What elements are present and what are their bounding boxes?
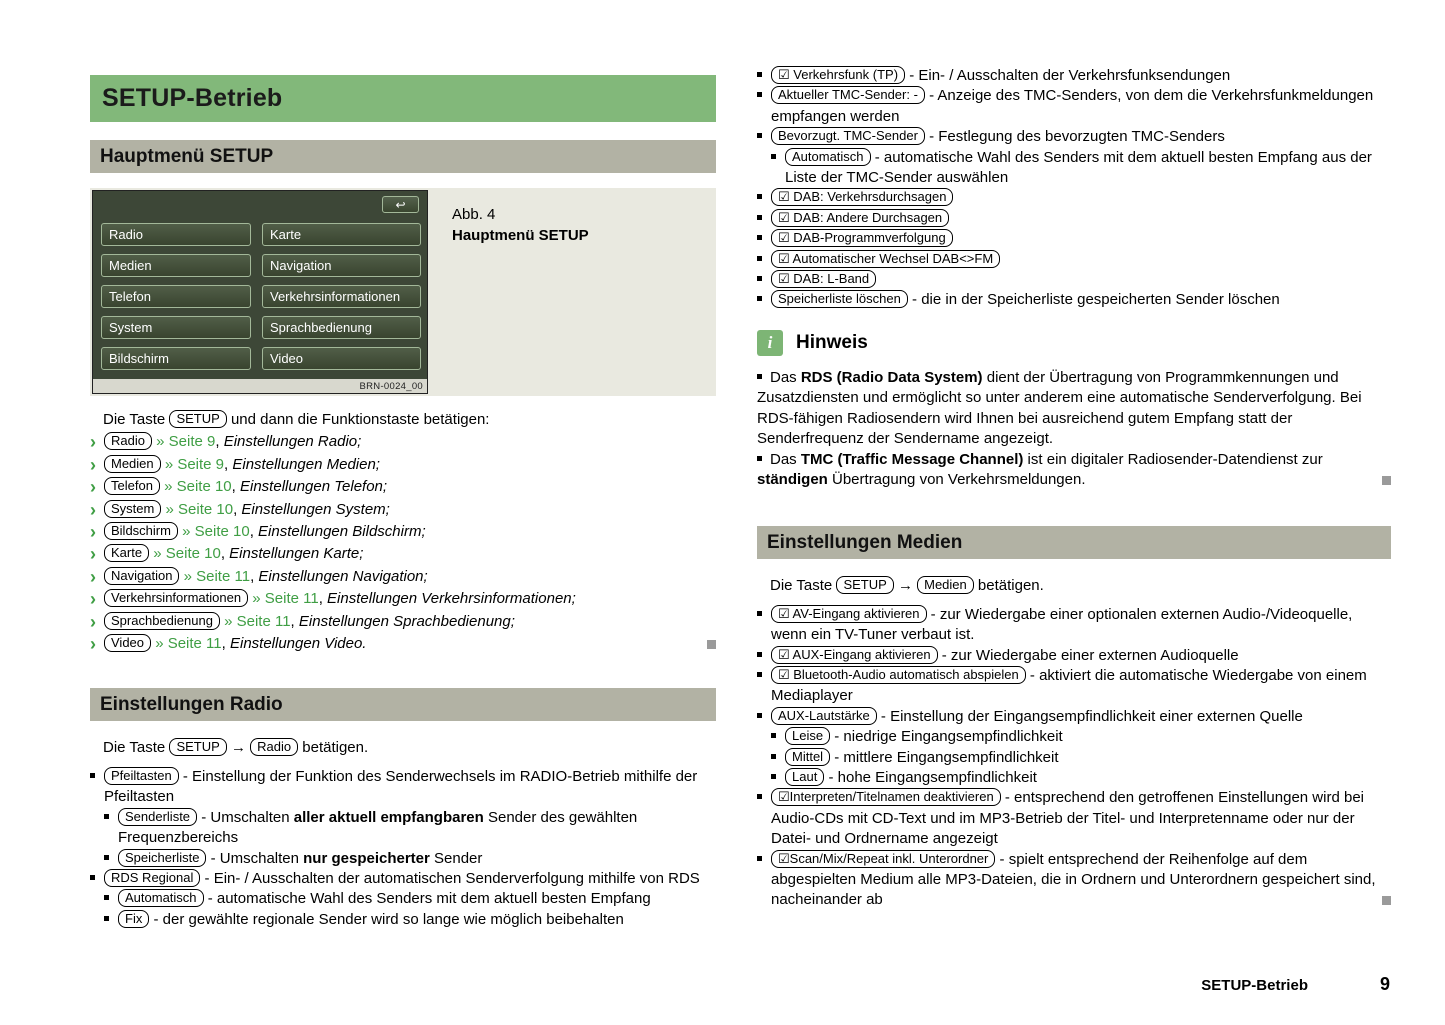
keycap-button: SETUP — [836, 576, 893, 594]
page-link[interactable]: » Seite 9 — [164, 455, 225, 473]
section-end-marker — [707, 640, 716, 649]
text-run: , — [249, 523, 259, 541]
chevron-icon — [90, 544, 104, 566]
list-item — [757, 605, 1391, 646]
list-item-text — [104, 500, 716, 520]
keycap-button: Speicherliste — [118, 849, 206, 867]
list-item-text — [771, 666, 1391, 707]
list-item-text — [757, 369, 1362, 447]
bullet-icon — [757, 270, 771, 290]
infotainment-screenshot — [92, 190, 428, 394]
list-item — [757, 127, 1391, 147]
screen-button-verkehrsinformationen: Verkehrsinformationen — [262, 285, 421, 308]
list-item-text — [104, 522, 716, 542]
text-run: , — [220, 545, 230, 563]
page-link[interactable]: » Seite 10 — [165, 500, 234, 518]
text-run: - aktiviert die automatische Wiedergabe von einem Mediaplayer — [771, 666, 1367, 705]
medien-bullet-list — [757, 605, 1391, 911]
list-item — [757, 250, 1391, 270]
section-end-marker — [1382, 476, 1391, 485]
screen-button-system: System — [101, 316, 251, 339]
text-run: - der gewählte regionale Sender wird so lange wie möglich beibehalten — [149, 910, 624, 928]
list-item — [757, 188, 1391, 208]
keycap-button: ☑Scan/Mix/Repeat inkl. Unterordner — [771, 850, 995, 868]
chevron-icon — [90, 477, 104, 499]
keycap-button: Senderliste — [118, 808, 197, 826]
keycap-button: ☑ AV-Eingang aktivieren — [771, 605, 927, 623]
page-link[interactable]: » Seite 11 — [183, 567, 251, 585]
keycap-button: Leise — [785, 727, 830, 745]
keycap-button: AUX-Lautstärke — [771, 707, 877, 725]
page-link[interactable]: » Seite 10 — [153, 545, 221, 563]
list-item-text — [771, 209, 1391, 229]
italic-text: Einstellungen System; — [241, 500, 390, 518]
keycap-button: Telefon — [104, 477, 160, 495]
bullet-icon — [757, 86, 771, 106]
return-arrow-icon: ↩ — [395, 197, 406, 212]
text-run: , — [233, 500, 242, 518]
text-run: - zur Wiedergabe einer externen Audioquelle — [937, 646, 1239, 664]
chevron-icon — [90, 522, 104, 544]
menu-link-list — [90, 432, 716, 656]
text-run: , — [231, 478, 240, 496]
text-run: - Anzeige des TMC-Senders, von dem die Verkehrsfunkmeldungen empfangen werden — [771, 87, 1374, 125]
bold-text: RDS (Radio Data System) — [800, 368, 983, 386]
radio-bullet-list — [90, 767, 716, 930]
chevron-icon — [90, 589, 104, 611]
bold-text: nur gespeicherter — [303, 849, 430, 867]
section-header-text: Hauptmenü SETUP — [100, 145, 274, 167]
text-run: , — [250, 567, 259, 585]
text-run: → — [226, 739, 251, 757]
right-column — [757, 66, 1391, 911]
hauptmenu-intro — [90, 410, 716, 430]
text-run: - zur Wiedergabe einer optionalen externen Audio-/Videoquelle, wenn ein TV-Tuner verbaut ist. — [771, 605, 1353, 644]
italic-text: Einstellungen Sprachbedienung; — [298, 612, 515, 630]
keycap-button: ☑ DAB: Verkehrsdurchsagen — [771, 188, 953, 206]
list-item-text — [104, 634, 716, 654]
keycap-button: ☑ DAB-Programmverfolgung — [771, 229, 953, 247]
page-footer — [1201, 974, 1390, 995]
text-run: , — [290, 612, 299, 630]
list-item-text — [771, 127, 1391, 147]
list-item-text — [104, 477, 716, 497]
list-item-text — [118, 910, 716, 930]
list-item-text — [104, 455, 716, 475]
text-run: dient der Übertragung von Programmkennungen und Zusatzdiensten und ermöglicht so unter anderem eine automatische Senderverfolgung. Bei RDS-fähigen Radiosendern wird Ihnen bei ausreichend gutem Empfang statt der Senderfrequenz der Sendername angezeigt. — [757, 368, 1362, 448]
screen-menu-grid — [101, 223, 419, 370]
figure-code-bar — [93, 379, 427, 393]
text-run: , — [224, 455, 233, 473]
text-run: - Umschalten — [197, 808, 294, 826]
list-item-text — [771, 707, 1391, 727]
chevron-icon — [90, 455, 104, 477]
radio-intro — [90, 738, 716, 758]
text-run: ist ein digitaler Radiosender-Datendienst zur — [1023, 450, 1323, 468]
bullet-icon — [757, 290, 771, 310]
list-item — [771, 768, 1391, 788]
list-item-text — [757, 451, 1323, 488]
text-run: - Ein- / Ausschalten der automatischen Senderverfolgung mithilfe von RDS — [200, 869, 700, 887]
text-run: - automatische Wahl des Senders mit dem aktuell besten Empfang — [203, 890, 651, 908]
keycap-button: Aktueller TMC-Sender: - — [771, 86, 925, 104]
bullet-icon — [757, 605, 771, 625]
left-column — [90, 75, 716, 930]
list-item-text — [770, 577, 1044, 594]
section-header-radio — [90, 688, 716, 721]
section-header-hauptmenu — [90, 140, 716, 173]
hinweis-paragraphs — [757, 368, 1391, 490]
keycap-button: Video — [104, 634, 151, 652]
list-item-text — [771, 86, 1391, 127]
text-run: - spielt entsprechend der Reihenfolge auf dem abgespielten Medium alle MP3-Dateien, die in Ordnern und Unterordnern gespeichert sind, nacheinander ab — [771, 850, 1376, 909]
text-run: - Einstellung der Funktion des Senderwechsels im RADIO-Betrieb mithilfe der Pfeiltasten — [104, 767, 698, 806]
page-link[interactable]: » Seite 9 — [156, 433, 216, 451]
screen-button-medien: Medien — [101, 254, 251, 277]
screen-button-bildschirm: Bildschirm — [101, 347, 251, 370]
list-item-text — [771, 188, 1391, 208]
text-run: - Umschalten — [206, 849, 304, 867]
text-run: Sender — [429, 849, 483, 867]
keycap-button: Radio — [250, 738, 298, 756]
text-run: - Einstellung der Eingangsempfindlichkeit einer externen Quelle — [876, 707, 1303, 725]
bullet-icon — [90, 767, 104, 787]
list-item-text — [771, 788, 1391, 849]
figure-code: BRN-0024_00 — [359, 380, 423, 392]
chevron-icon — [90, 567, 104, 589]
list-item — [771, 727, 1391, 747]
keycap-button: ☑ Verkehrsfunk (TP) — [771, 66, 905, 84]
list-item — [90, 567, 716, 589]
keycap-button: Mittel — [785, 748, 830, 766]
list-item-text — [104, 432, 716, 452]
list-item — [757, 666, 1391, 707]
bullet-icon — [104, 910, 118, 930]
list-item-text — [118, 808, 716, 849]
text-run: und dann die Funktionstaste betätigen: — [226, 411, 490, 428]
keycap-button: ☑ DAB: Andere Durchsagen — [771, 209, 949, 227]
figure-caption — [452, 204, 589, 246]
list-item — [757, 576, 1391, 596]
list-item — [90, 432, 716, 454]
keycap-button: ☑ Automatischer Wechsel DAB<>FM — [771, 250, 1000, 268]
list-item — [757, 788, 1391, 849]
keycap-button: Karte — [104, 544, 149, 562]
list-item — [757, 270, 1391, 290]
section-end-marker — [1382, 896, 1391, 905]
bullet-icon — [771, 727, 785, 747]
list-item-text — [104, 567, 716, 587]
screen-display — [93, 191, 427, 379]
keycap-button: Medien — [917, 576, 974, 594]
screen-button-radio: Radio — [101, 223, 251, 246]
italic-text: Einstellungen Telefon; — [240, 478, 388, 496]
bold-text: aller aktuell empfangbaren — [293, 808, 484, 826]
keycap-button: ☑ AUX-Eingang aktivieren — [771, 646, 938, 664]
screen-button-karte: Karte — [262, 223, 421, 246]
keycap-button: Navigation — [104, 567, 179, 585]
keycap-button: Speicherliste löschen — [771, 290, 908, 308]
list-item-text — [785, 748, 1391, 768]
screen-button-navigation: Navigation — [262, 254, 421, 277]
chapter-title — [90, 75, 716, 122]
keycap-button: System — [104, 500, 161, 518]
keycap-button: Pfeiltasten — [104, 767, 179, 785]
bullet-icon — [771, 148, 785, 168]
keycap-button: Sprachbedienung — [104, 612, 220, 630]
text-run: betätigen. — [298, 739, 369, 757]
figure-title: Hauptmenü SETUP — [452, 227, 589, 244]
italic-text: Einstellungen Radio; — [223, 433, 362, 451]
chapter-title-text: SETUP-Betrieb — [102, 84, 283, 112]
bold-text: ständigen — [757, 470, 828, 488]
bullet-icon — [757, 66, 771, 86]
list-item-text — [785, 727, 1391, 747]
bold-text: TMC (Traffic Message Channel) — [800, 450, 1024, 468]
list-item — [90, 500, 716, 522]
section-header-text: Einstellungen Radio — [100, 693, 283, 715]
footer-chapter: SETUP-Betrieb — [1201, 977, 1308, 994]
list-item-text — [104, 767, 716, 808]
text-run: Das — [770, 368, 801, 386]
list-item — [90, 869, 716, 889]
text-run: , — [318, 590, 328, 608]
list-item — [90, 544, 716, 566]
list-item — [90, 738, 716, 758]
chevron-icon — [90, 500, 104, 522]
keycap-button: SETUP — [169, 410, 226, 428]
figure-panel — [90, 188, 716, 396]
chevron-icon — [90, 634, 104, 656]
list-item-text — [103, 411, 489, 428]
keycap-button: Radio — [104, 432, 152, 450]
bullet-icon — [771, 748, 785, 768]
keycap-button: Automatisch — [118, 889, 204, 907]
list-item-text — [771, 66, 1391, 86]
list-item — [90, 477, 716, 499]
screen-button-sprachbedienung: Sprachbedienung — [262, 316, 421, 339]
text-run: → — [893, 577, 918, 595]
list-item — [757, 850, 1391, 911]
list-item — [757, 450, 1391, 491]
page-link[interactable]: » Seite 10 — [182, 523, 250, 541]
italic-text: Einstellungen Karte; — [229, 545, 364, 563]
bullet-icon — [757, 188, 771, 208]
tmc-dab-bullet-list — [757, 66, 1391, 311]
text-run: - hohe Eingangsempfindlichkeit — [824, 768, 1037, 786]
screen-button-video: Video — [262, 347, 421, 370]
page-link[interactable]: » Seite 11 — [224, 612, 291, 630]
text-run: , — [221, 635, 230, 653]
text-run: - entsprechend den getroffenen Einstellungen wird bei Audio-CDs mit CD-Text und im MP3-Betrieb der Titel- und Interpretenname oder nur der Datei- und Ordnername angezeigt — [771, 789, 1364, 848]
screen-button-telefon: Telefon — [101, 285, 251, 308]
list-item — [90, 410, 716, 430]
list-item-text — [771, 229, 1391, 249]
list-item — [90, 522, 716, 544]
keycap-button: Bildschirm — [104, 522, 178, 540]
list-item-text — [771, 646, 1391, 666]
keycap-button: Bevorzugt. TMC-Sender — [771, 127, 925, 145]
keycap-button: Laut — [785, 768, 824, 786]
list-item — [757, 290, 1391, 310]
medien-intro — [757, 576, 1391, 596]
list-item-text — [771, 250, 1391, 270]
list-item — [90, 455, 716, 477]
list-item — [104, 889, 716, 909]
footer-page-number: 9 — [1379, 974, 1390, 994]
text-run: Die Taste — [103, 739, 170, 757]
list-item — [771, 748, 1391, 768]
keycap-button: Automatisch — [785, 148, 871, 166]
bullet-icon — [757, 850, 771, 870]
text-run: - Festlegung des bevorzugten TMC-Senders — [924, 128, 1225, 146]
bullet-icon — [757, 229, 771, 249]
section-header-medien — [757, 526, 1391, 559]
text-run: Die Taste — [770, 577, 837, 595]
figure-number: Abb. 4 — [452, 206, 496, 223]
keycap-button: Fix — [118, 910, 149, 928]
list-item — [90, 767, 716, 808]
list-item-text — [103, 739, 368, 756]
italic-text: Einstellungen Bildschirm; — [258, 523, 426, 541]
list-item — [757, 86, 1391, 127]
keycap-button: Medien — [104, 455, 161, 473]
list-item — [90, 589, 716, 611]
bullet-icon — [757, 209, 771, 229]
keycap-button: RDS Regional — [104, 869, 200, 887]
list-item-text — [785, 768, 1391, 788]
italic-text: Einstellungen Medien; — [232, 455, 380, 473]
list-item-text — [104, 589, 716, 609]
text-run: betätigen. — [973, 577, 1044, 595]
list-item — [757, 646, 1391, 666]
keycap-button: Verkehrsinformationen — [104, 589, 248, 607]
chevron-icon — [90, 432, 104, 454]
hinweis-title: Hinweis — [796, 331, 868, 353]
list-item — [757, 66, 1391, 86]
page-link[interactable]: » Seite 10 — [164, 478, 232, 496]
text-run: - die in der Speicherliste gespeicherten Sender löschen — [907, 291, 1280, 309]
list-item-text — [771, 290, 1391, 310]
keycap-button: ☑ Bluetooth-Audio automatisch abspielen — [771, 666, 1026, 684]
list-item — [104, 910, 716, 930]
text-run: , — [215, 433, 224, 451]
list-item — [104, 808, 716, 849]
info-icon-glyph: i — [767, 332, 773, 352]
list-item — [90, 612, 716, 634]
bullet-icon — [757, 127, 771, 147]
keycap-button: SETUP — [169, 738, 226, 756]
list-item-text — [118, 889, 716, 909]
text-run: Die Taste — [103, 411, 170, 428]
bullet-icon — [104, 808, 118, 828]
bullet-icon — [757, 666, 771, 686]
list-item-text — [104, 869, 716, 889]
italic-text: Einstellungen Verkehrsinformationen; — [327, 590, 576, 608]
hinweis-header — [757, 330, 1391, 356]
list-item — [757, 209, 1391, 229]
list-item-text — [104, 544, 716, 564]
bullet-icon — [757, 788, 771, 808]
text-run: - automatische Wahl des Senders mit dem aktuell besten Empfang aus der Liste der TMC-Sender auswählen — [785, 148, 1372, 187]
bullet-icon — [757, 646, 771, 666]
bullet-icon — [757, 450, 770, 470]
list-item-text — [104, 612, 716, 632]
list-item-text — [118, 849, 716, 869]
list-item-text — [785, 148, 1391, 189]
page-link[interactable]: » Seite 11 — [155, 635, 222, 653]
keycap-button: ☑ DAB: L-Band — [771, 270, 876, 288]
list-item — [757, 229, 1391, 249]
text-run: Sender des gewählten Frequenzbereichs — [118, 808, 638, 847]
bullet-icon — [104, 849, 118, 869]
bullet-icon — [90, 869, 104, 889]
list-item-text — [771, 850, 1391, 911]
chevron-icon — [90, 612, 104, 634]
text-run: - mittlere Eingangsempfindlichkeit — [830, 748, 1059, 766]
text-run: - Ein- / Ausschalten der Verkehrsfunksendungen — [905, 67, 1231, 84]
bullet-icon — [104, 889, 118, 909]
italic-text: Einstellungen Navigation; — [258, 567, 428, 585]
italic-text: Einstellungen Video. — [229, 635, 367, 653]
screen-back-button — [382, 196, 419, 213]
list-item-text — [771, 605, 1391, 646]
section-header-text: Einstellungen Medien — [767, 531, 963, 553]
list-item — [90, 634, 716, 656]
list-item — [104, 849, 716, 869]
bullet-icon — [757, 250, 771, 270]
text-run: Das — [770, 450, 801, 468]
text-run: Übertragung von Verkehrsmeldungen. — [827, 470, 1086, 488]
bullet-icon — [771, 768, 785, 788]
bullet-icon — [757, 707, 771, 727]
text-run: - niedrige Eingangsempfindlichkeit — [830, 728, 1063, 746]
bullet-icon — [757, 368, 770, 388]
page-link[interactable]: » Seite 11 — [252, 590, 319, 608]
list-item-text — [771, 270, 1391, 290]
info-icon — [757, 330, 783, 356]
list-item — [757, 707, 1391, 727]
list-item — [757, 368, 1391, 450]
list-item — [771, 148, 1391, 189]
keycap-button: ☑Interpreten/Titelnamen deaktivieren — [771, 788, 1001, 806]
